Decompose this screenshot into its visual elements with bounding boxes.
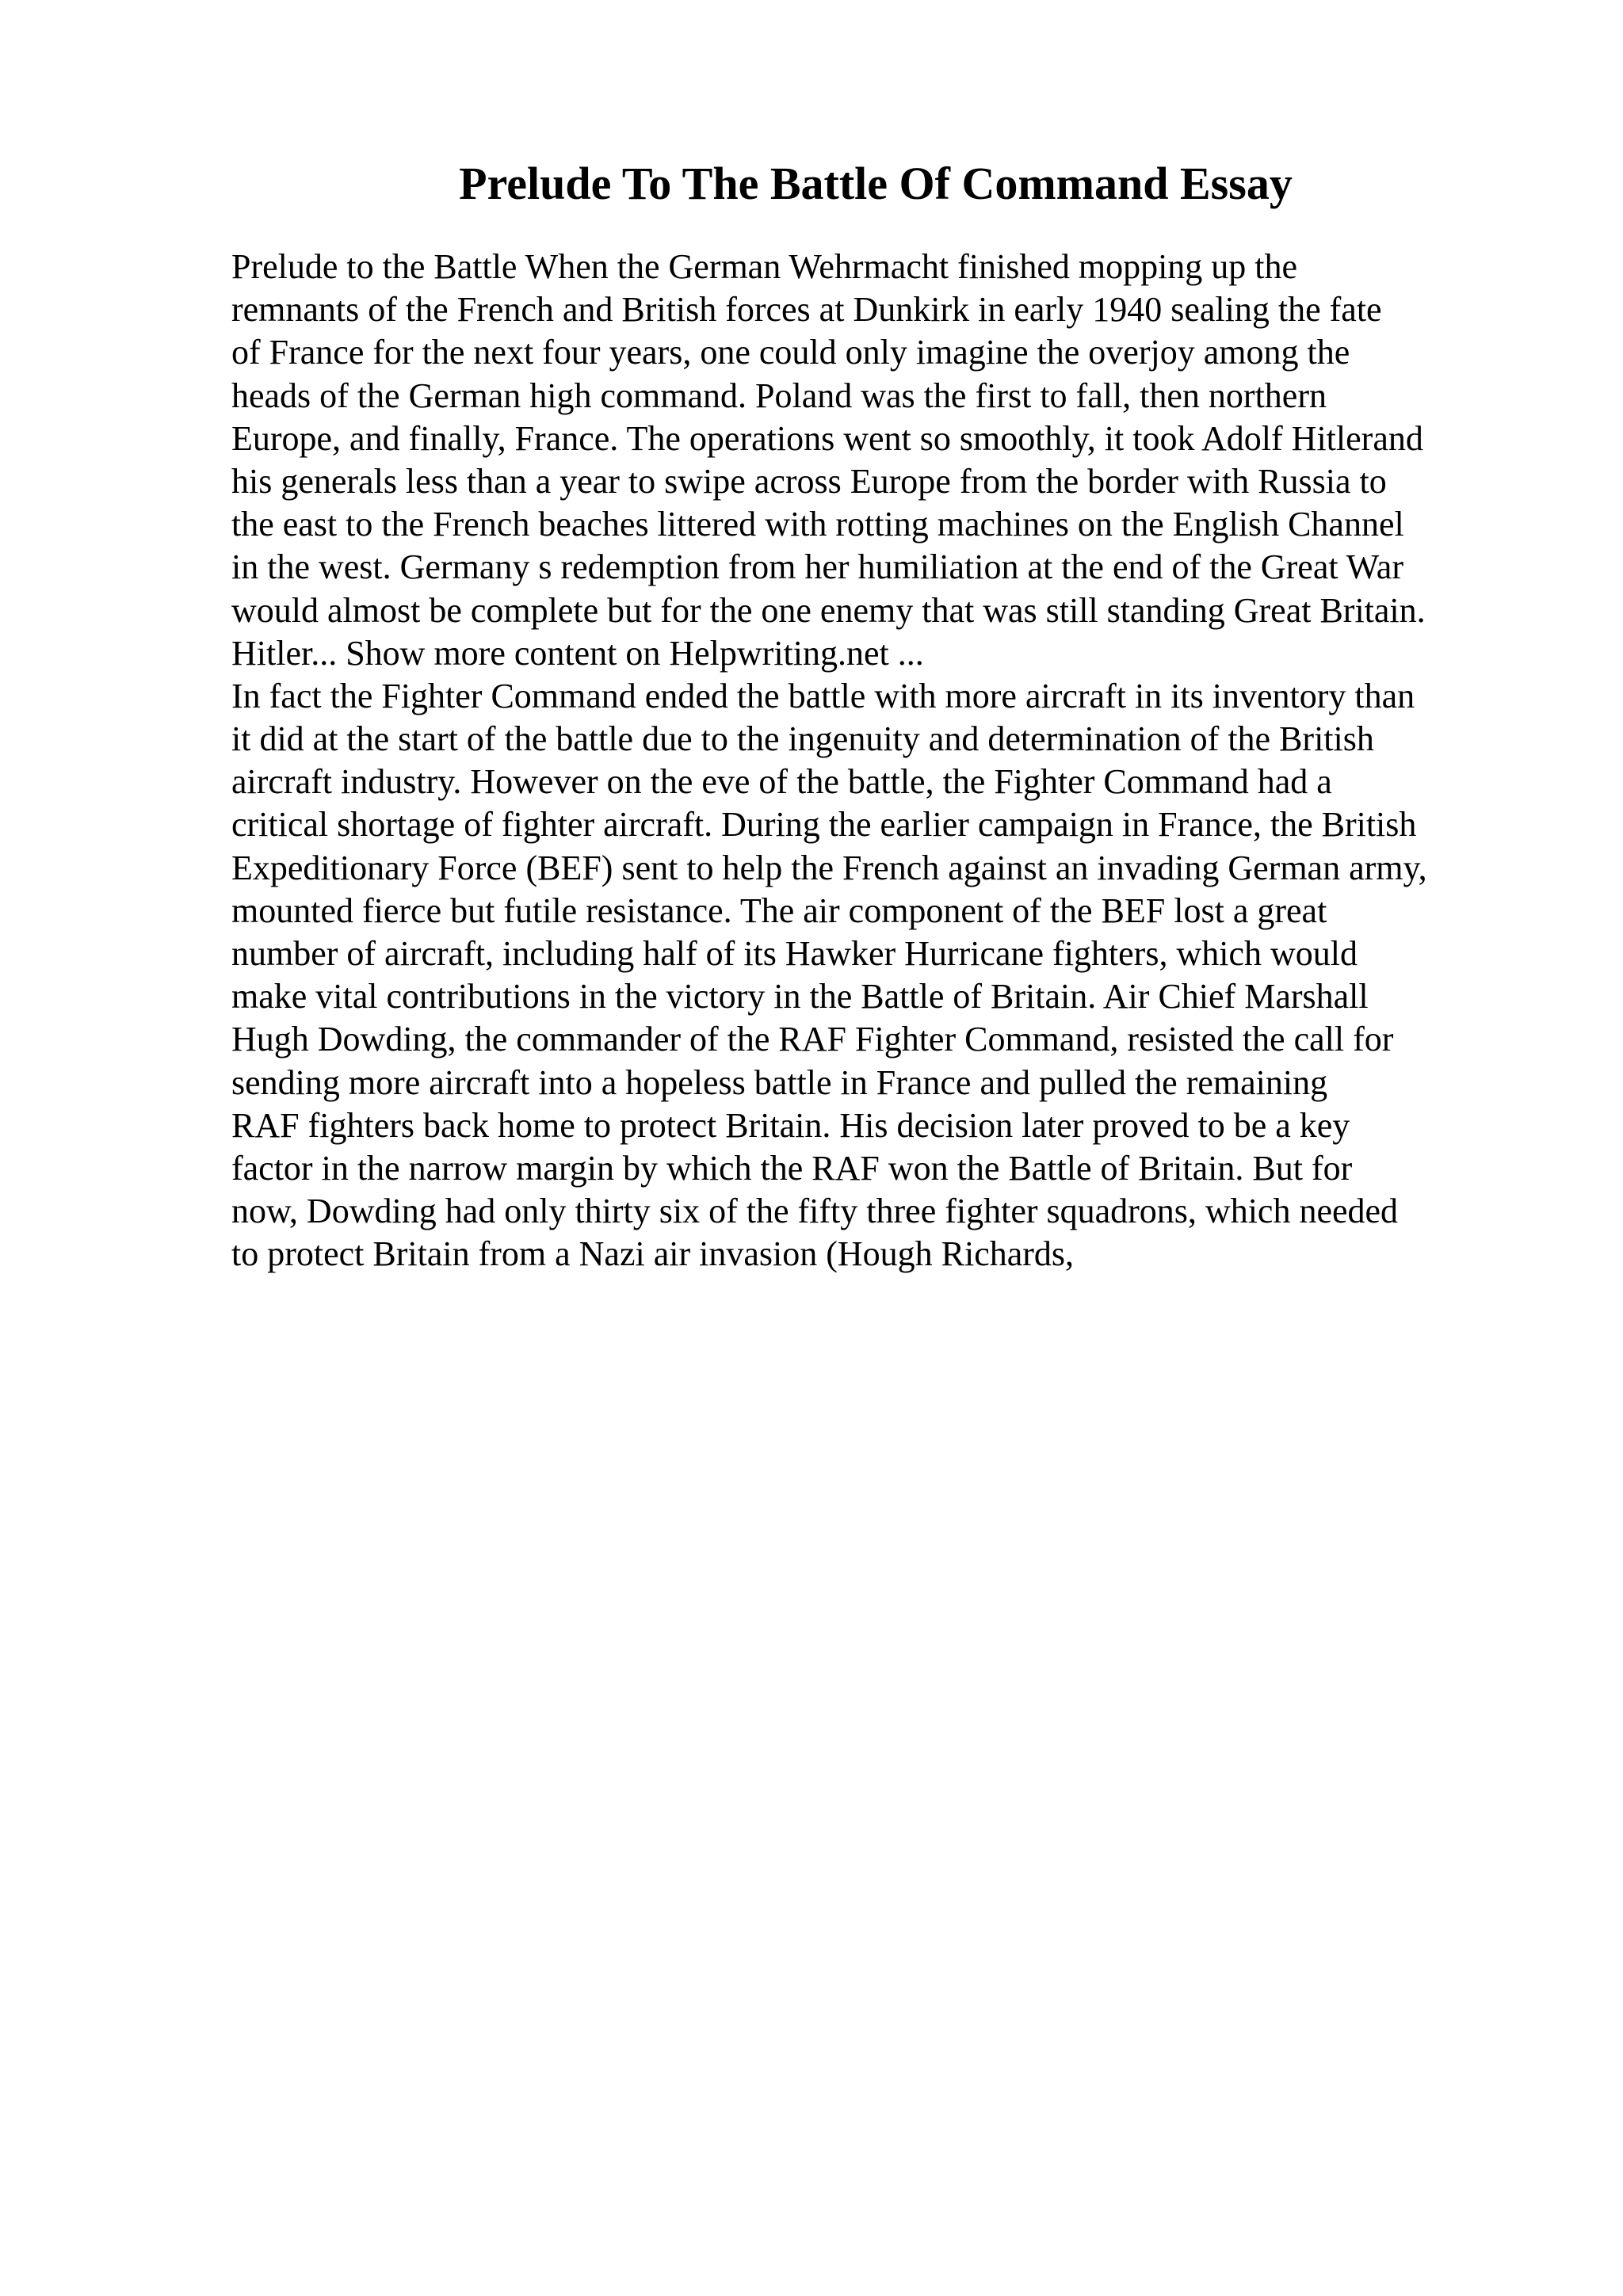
text-line: mounted fierce but futile resistance. The air component of the BEF lost a great xyxy=(231,891,1327,930)
text-line: Prelude to the Battle When the German Wehrmacht finished mopping up the xyxy=(231,247,1298,286)
text-line: remnants of the French and British forces at Dunkirk in early 1940 sealing the fate xyxy=(231,290,1382,330)
text-line: Europe, and finally, France. The operations went so smoothly, it took Adolf Hitlerand xyxy=(231,418,1423,458)
text-line: would almost be complete but for the one enemy that was still standing Great Britain. xyxy=(231,590,1426,630)
text-line: Hugh Dowding, the commander of the RAF Fighter Command, resisted the call for xyxy=(231,1020,1394,1059)
essay-body xyxy=(231,246,1594,1276)
text-line: in the west. Germany s redemption from her humiliation at the end of the Great War xyxy=(231,547,1403,587)
text-line: of France for the next four years, one could only imagine the overjoy among the xyxy=(231,333,1350,372)
text-line: it did at the start of the battle due to the ingenuity and determination of the British xyxy=(231,719,1374,759)
text-line: number of aircraft, including half of its Hawker Hurricane fighters, which would xyxy=(231,934,1358,973)
show-more-line: Hitler... Show more content on Helpwriting.net ... xyxy=(231,633,924,673)
text-line: critical shortage of fighter aircraft. During the earlier campaign in France, the British xyxy=(231,805,1417,845)
text-line: make vital contributions in the victory in the Battle of Britain. Air Chief Marshall xyxy=(231,977,1369,1016)
text-line: factor in the narrow margin by which the RAF won the Battle of Britain. But for xyxy=(231,1148,1353,1188)
text-line: to protect Britain from a Nazi air invasion (Hough Richards, xyxy=(231,1234,1075,1274)
text-line: sending more aircraft into a hopeless battle in France and pulled the remaining xyxy=(231,1062,1328,1102)
text-line: Expeditionary Force (BEF) sent to help the French against an invading German army, xyxy=(231,848,1427,887)
text-line: the east to the French beaches littered with rotting machines on the English Channel xyxy=(231,505,1404,544)
text-line: his generals less than a year to swipe across Europe from the border with Russia to xyxy=(231,461,1387,501)
document-title: Prelude To The Battle Of Command Essay xyxy=(459,158,1293,209)
text-line: RAF fighters back home to protect Britain. His decision later proved to be a key xyxy=(231,1105,1350,1145)
text-line: heads of the German high command. Poland was the first to fall, then northern xyxy=(231,376,1327,415)
text-line: now, Dowding had only thirty six of the fifty three fighter squadrons, which needed xyxy=(231,1192,1399,1231)
text-line: aircraft industry. However on the eve of the battle, the Fighter Command had a xyxy=(231,762,1332,802)
text-line: In fact the Fighter Command ended the battle with more aircraft in its inventory than xyxy=(231,676,1415,715)
